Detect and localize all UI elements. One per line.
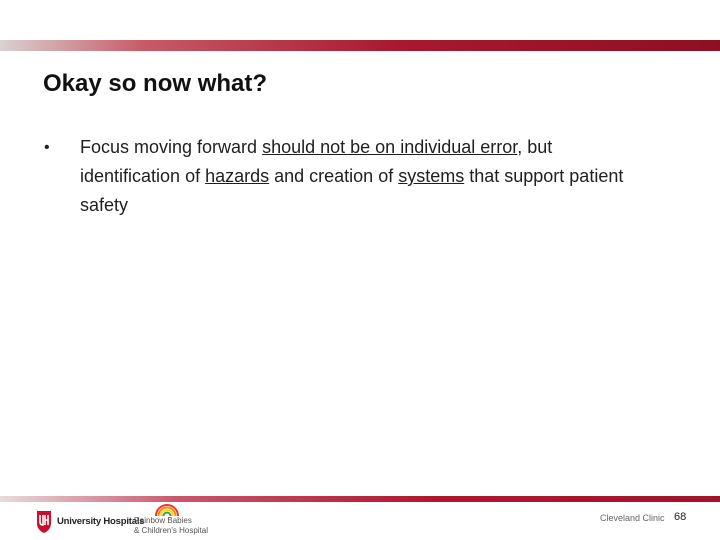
bullet-text-part: Focus moving forward [80,137,263,157]
bullet-text-part: that support patient safety [80,166,624,215]
bullet-item [44,133,644,220]
bullet-text-part: and creation of [269,166,399,186]
bullet-text [80,133,640,220]
underlined-phrase-individual-error: should not be on individual error [262,137,518,157]
cleveland-clinic-logo: Cleveland Clinic [600,513,665,523]
bullet-text-part: , but identification of [80,137,553,186]
university-hospitals-text: University Hospitals [57,515,145,527]
underlined-phrase-hazards: hazards [205,166,270,186]
bottom-accent-bar [0,496,720,502]
rainbow-babies-text [134,516,208,536]
rainbow-line-1: Rainbow Babies [134,516,192,525]
university-hospitals-logo [35,508,144,534]
page-number: 68 [674,511,687,523]
rainbow-line-2: & Children's Hospital [134,526,209,535]
bullet-marker: • [44,139,50,156]
uh-shield-icon [35,508,53,534]
slide-title: Okay so now what? [43,70,268,97]
rainbow-babies-logo [134,503,214,537]
rainbow-icon [154,503,180,516]
underlined-phrase-systems: systems [398,166,465,186]
top-accent-bar [0,40,720,51]
